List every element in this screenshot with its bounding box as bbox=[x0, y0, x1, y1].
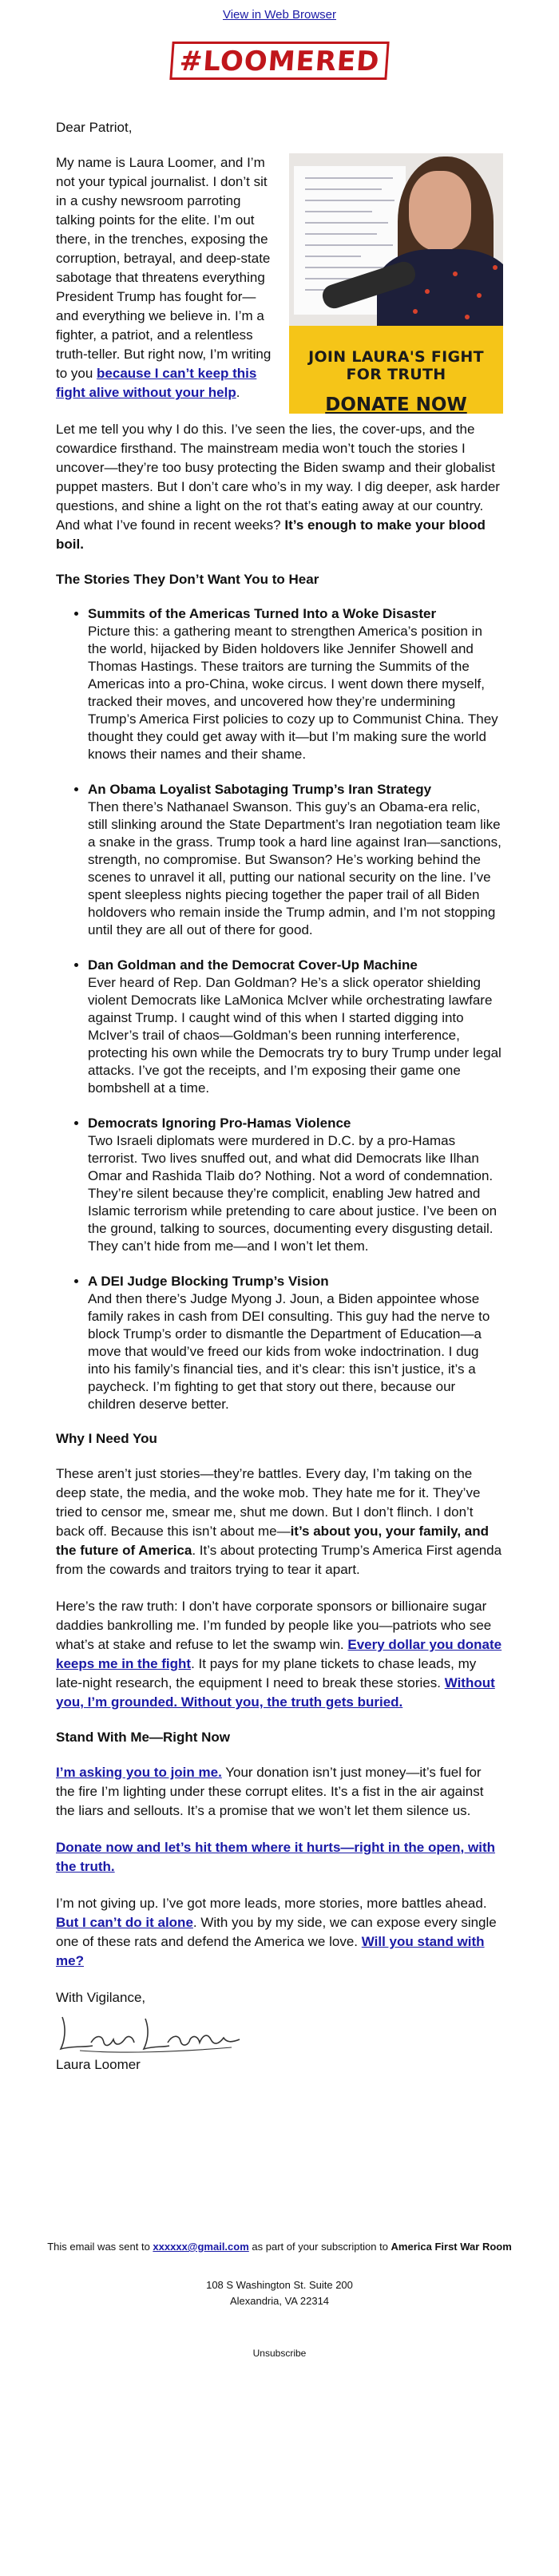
hero-photo bbox=[289, 153, 503, 326]
story-item bbox=[88, 957, 503, 1097]
unsubscribe-link[interactable]: Unsubscribe bbox=[252, 2348, 307, 2359]
stand-heading: Stand With Me—Right Now bbox=[56, 1730, 230, 1745]
why-paragraph-2: Here’s the raw truth: I don’t have corporate sponsors or billionaire sugar daddies bankrolling me. I’m funded by people like you—patriots who see what’s at stake and refuse to let the swamp win. Every dollar you donate keeps me in the fight. It pays for my plane tickets to chase leads, my late-night research, the equipment I need to break these stories. Without you, I’m grounded. Without you, the truth gets buried. bbox=[56, 1599, 502, 1710]
logo-row bbox=[0, 35, 559, 97]
stand-paragraph-1: I’m asking you to join me. Your donation isn’t just money—it’s fuel for the fire I’m lighting under these corrupt elites. It’s a fist in the air against the liars and sellouts. It’s a promise that we won’t let them silence us. bbox=[56, 1765, 484, 1818]
story-title: • A DEI Judge Blocking Trump’s Vision bbox=[88, 1274, 329, 1289]
story-body: Then there’s Nathanael Swanson. This guy’s an Obama-era relic, still slinking around the State Department’s Iran negotiation team like a snake in the grass. Trump took a hard line against Iran—sanctions, strength, no compromise. But Swanson? He’s working behind the scenes to unravel it all, putting our national security on the line. I’ve spent sleepless nights piecing together the paper trail of all Biden holdovers who remain inside the Trump admin, and I’m not stopping until they are all out of there for good. bbox=[88, 799, 502, 937]
join-me-link[interactable]: I’m asking you to join me. bbox=[56, 1765, 222, 1780]
story-body: And then there’s Judge Myong J. Joun, a Biden appointee whose family rakes in cash from DEI consulting. This guy had the nerve to block Trump’s order to dismantle the Department of Education—a move that would’ve freed our kids from woke indoctrination. I dug into his family’s financial ties, and it’s clear: this isn’t justice, it’s a paycheck. I’m fighting to get that story out there, because our children deserve better. bbox=[88, 1291, 490, 1412]
story-body: Two Israeli diplomats were murdered in D.C. by a pro-Hamas terrorist. Two lives snuffed out, and what did Democrats like Ilhan Omar and Rashida Tlaib do? Nothing. Not a word of condemnation. They’re silent because they’re complicit, enabling Jew hatred and Islamic terrorism while pretending to care about justice. I’ve been on the ground, talking to sources, documenting every disgusting detail. They can’t hide from me—and I won’t let them. bbox=[88, 1133, 498, 1254]
view-in-browser-bar bbox=[0, 0, 559, 35]
footer-notice: This email was sent to xxxxxx@gmail.com as part of your subscription to America First War Room bbox=[47, 2241, 512, 2253]
hero-donate-now[interactable]: DONATE NOW bbox=[325, 394, 467, 414]
story-title: • Summits of the Americas Turned Into a Woke Disaster bbox=[88, 606, 437, 621]
story-item bbox=[88, 781, 503, 939]
donate-hero-image[interactable] bbox=[289, 153, 503, 414]
stories-heading: The Stories They Don’t Want You to Hear bbox=[56, 572, 319, 587]
footer-address: 108 S Washington St. Suite 200 Alexandria, VA 22314 bbox=[206, 2279, 353, 2307]
intro-help-link[interactable]: because I can’t keep this fight alive without your help bbox=[56, 366, 257, 400]
email-body bbox=[56, 120, 503, 2075]
signer-name: Laura Loomer bbox=[56, 2057, 141, 2072]
stand-with-me-link[interactable]: Will you stand with me? bbox=[56, 1934, 485, 1968]
stand-paragraph-3: I’m not giving up. I’ve got more leads, more stories, more battles ahead. But I can’t do it alone. With you by my side, we can expose every single one of these rats and defend the America we love. Will you stand with me? bbox=[56, 1896, 497, 1968]
grounded-link[interactable]: Without you, I’m grounded. Without you, the truth gets buried. bbox=[56, 1675, 495, 1710]
stand-paragraph-2 bbox=[56, 1838, 503, 1877]
story-title: • An Obama Loyalist Sabotaging Trump’s Iran Strategy bbox=[88, 782, 432, 797]
stories-list bbox=[56, 605, 503, 1413]
view-in-browser-link[interactable]: View in Web Browser bbox=[222, 8, 336, 22]
hero-cta-panel[interactable] bbox=[289, 326, 503, 414]
story-body: Picture this: a gathering meant to strengthen America’s position in the world, hijacked by Biden holdovers like Jennifer Showell and Thomas Hastings. These traitors are turning the Summits of the Americas into a pro-China, woke circus. I went down there myself, tracked their moves, and uncovered how they’re undermining Trump’s America First policies to cozy up to Communist China. They thought they could get away with it—but I’m making sure the world knows their names and their shame. bbox=[88, 624, 498, 762]
hero-shirt-shape bbox=[377, 249, 503, 337]
story-body: Ever heard of Rep. Dan Goldman? He’s a slick operator shielding violent Democrats like LaMonica McIver while orchestrating lawfare against Trump. I caught wind of this when I started digging into McIver’s trail of chaos—Goldman’s been running interference, protecting his own while the Democrats try to bury Trump under legal attacks. I’ve got the receipts, and I’m exposing their game one bombshell at a time. bbox=[88, 975, 502, 1096]
story-item bbox=[88, 1273, 503, 1413]
donate-keeps-fight-link[interactable]: Every dollar you donate keeps me in the fight bbox=[56, 1637, 502, 1671]
signature-image bbox=[56, 2011, 503, 2055]
loomered-logo[interactable]: #LOOMERED bbox=[169, 42, 390, 80]
story-item bbox=[88, 1115, 503, 1255]
why-heading: Why I Need You bbox=[56, 1431, 157, 1446]
donate-now-link[interactable]: Donate now and let’s hit them where it hurts—right in the open, with the truth. bbox=[56, 1840, 495, 1874]
story-title: • Democrats Ignoring Pro-Hamas Violence bbox=[88, 1116, 351, 1131]
hero-cta-line1: JOIN LAURA'S FIGHT FOR TRUTH bbox=[308, 348, 484, 383]
cant-do-alone-link[interactable]: But I can’t do it alone bbox=[56, 1915, 193, 1930]
story-title: • Dan Goldman and the Democrat Cover-Up Machine bbox=[88, 957, 418, 973]
list-name: America First War Room bbox=[391, 2241, 512, 2253]
closing-text: With Vigilance, bbox=[56, 1990, 146, 2005]
why-paragraph-1: These aren’t just stories—they’re battles. Every day, I’m taking on the deep state, the media, and the woke mob. They hate me for it. They’ve tried to censor me, smear me, shut me down. But I don’t flinch. I don’t back off. Because this isn’t about me—it’s about you, your family, and the future of America. It’s about protecting Trump’s America First agenda from the cowards and traitors trying to tear it apart. bbox=[56, 1466, 502, 1577]
intro-paragraph-2: Let me tell you why I do this. I’ve seen the lies, the cover-ups, and the cowardice firsthand. The mainstream media won’t touch the stories I uncover—they’re too busy protecting the Biden swamp and their globalist puppet masters. But I don’t care who’s in my way. I dig deeper, ask harder questions, and shine a light on the rot that’s eating away at our country. And what I’ve found in recent weeks? It’s enough to make your blood boil. bbox=[56, 422, 500, 552]
hero-face-shape bbox=[409, 171, 471, 251]
subscriber-email-link[interactable]: xxxxxx@gmail.com bbox=[153, 2241, 249, 2253]
signoff-block bbox=[56, 1988, 503, 2075]
greeting: Dear Patriot, bbox=[56, 120, 133, 135]
intro-paragraph-1: My name is Laura Loomer, and I’m not your typical journalist. I don’t sit in a cushy newsroom parroting talking points for the elite. I’m out there, in the trenches, exposing the corruption, betrayal, and deep-state sabotage that threatens everything President Trump has fought for—and everything we believe in. I’m a fighter, a patriot, and a relentless truth-teller. But right now, I’m writing to you because I can’t keep this fight alive without your help. bbox=[56, 155, 272, 400]
story-item bbox=[88, 605, 503, 763]
